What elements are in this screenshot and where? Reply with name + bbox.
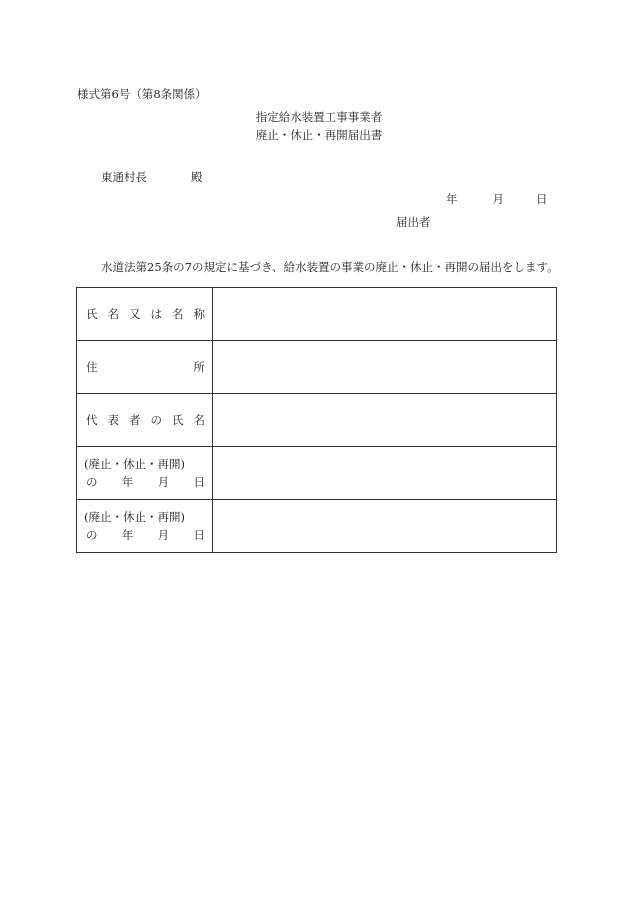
document-title-line1: 指定給水装置工事事業者 [255, 110, 383, 124]
label-char: 代 [86, 413, 98, 427]
addressee-name: 東通村長 [101, 170, 147, 184]
label-cell-name [77, 288, 213, 341]
addressee-honorific: 殿 [191, 170, 203, 184]
label-cell-representative [77, 394, 213, 447]
table-row-date1 [77, 447, 557, 500]
label-date1-line1: (廃止・休止・再開) [84, 457, 185, 471]
input-cell-name[interactable] [213, 288, 557, 341]
date-day-label: 日 [536, 192, 548, 206]
label-char: 年 [121, 528, 134, 542]
label-char: 所 [193, 360, 205, 374]
label-char: の [86, 528, 98, 542]
label-cell-date1 [77, 447, 213, 500]
notifier-label: 届出者 [396, 215, 431, 229]
label-cell-address [77, 341, 213, 394]
label-char: 名 [193, 413, 205, 427]
label-char: 名 [107, 307, 119, 321]
label-char: 名 [172, 307, 184, 321]
label-char: 表 [107, 413, 119, 427]
label-char: 月 [157, 475, 170, 489]
label-char: 日 [193, 528, 205, 542]
table-row-name [77, 288, 557, 341]
table-row-date2 [77, 500, 557, 553]
label-date2-line2 [84, 526, 206, 544]
date-line [446, 192, 548, 206]
label-char: 称 [193, 307, 205, 321]
label-char: の [86, 475, 98, 489]
label-char: 氏 [86, 307, 98, 321]
date-year-label: 年 [446, 192, 458, 206]
input-cell-date2[interactable] [213, 500, 557, 553]
label-date1-line2 [84, 473, 206, 491]
document-title-line2: 廃止・休止・再開届出書 [255, 128, 383, 142]
label-cell-date2 [77, 500, 213, 553]
input-cell-address[interactable] [213, 341, 557, 394]
date-month-label: 月 [492, 192, 504, 206]
label-char: 住 [86, 360, 98, 374]
label-name [77, 306, 212, 322]
label-char: 氏 [172, 413, 184, 427]
addressee [101, 170, 203, 184]
input-cell-representative[interactable] [213, 394, 557, 447]
label-date2-line1: (廃止・休止・再開) [84, 510, 185, 524]
label-date2 [77, 508, 212, 544]
notification-form-table [76, 287, 557, 553]
table-row-representative [77, 394, 557, 447]
label-char: 年 [121, 475, 134, 489]
label-char: 者 [129, 413, 141, 427]
label-char: 月 [157, 528, 170, 542]
statement-text: 水道法第25条の7の規定に基づき、給水装置の事業の廃止・休止・再開の届出をします。 [101, 260, 559, 274]
label-date1 [77, 455, 212, 491]
form-number: 様式第6号（第8条関係） [77, 87, 207, 101]
label-representative [77, 412, 212, 428]
table-row-address [77, 341, 557, 394]
label-address [77, 359, 212, 375]
input-cell-date1[interactable] [213, 447, 557, 500]
label-char: の [150, 413, 162, 427]
label-char: 又 [129, 307, 141, 321]
label-char: 日 [193, 475, 205, 489]
label-char: は [150, 307, 162, 321]
